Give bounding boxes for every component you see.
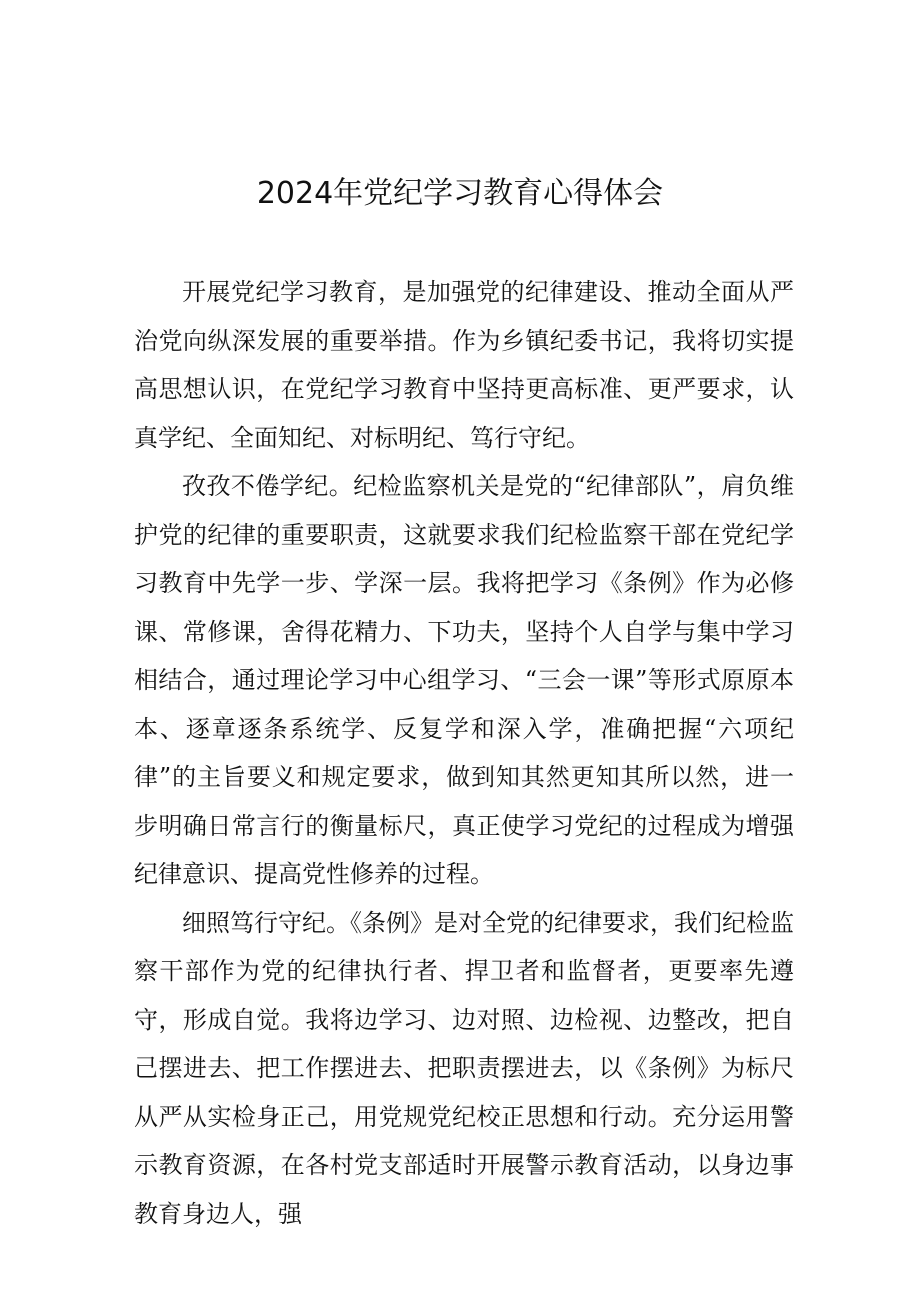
document-title: 2024年党纪学习教育心得体会 [256, 176, 664, 211]
paragraph-intro: 开展党纪学习教育，是加强党的纪律建设、推动全面从严治党向纵深发展的重要举措。作为乡镇纪委书记，我将切实提高思想认识，在党纪学习教育中坚持更高标准、更严要求，认真学纪、全面知纪、对标明纪、笃行守纪。 [134, 278, 794, 452]
document-body [134, 268, 794, 1238]
paragraph-observe-discipline: 细照笃行守纪。《条例》是对全党的纪律要求，我们纪检监察干部作为党的纪律执行者、捍卫者和监督者，更要率先遵守，形成自觉。我将边学习、边对照、边检视、边整改，把自己摆进去、把工作摆进去、把职责摆进去，以《条例》为标尺从严从实检身正己，用党规党纪校正思想和行动。充分运用警示教育资源，在各村党支部适时开展警示教育活动，以身边事教育身边人，强 [134, 908, 794, 1228]
paragraph-study-discipline: 孜孜不倦学纪。纪检监察机关是党的“纪律部队”，肩负维护党的纪律的重要职责，这就要求我们纪检监察干部在党纪学习教育中先学一步、学深一层。我将把学习《条例》作为必修课、常修课，舍得花精力、下功夫，坚持个人自学与集中学习相结合，通过理论学习中心组学习、“三会一课”等形式原原本本、逐章逐条系统学、反复学和深入学，准确把握“六项纪律”的主旨要义和规定要求，做到知其然更知其所以然，进一步明确日常言行的衡量标尺，真正使学习党纪的过程成为增强纪律意识、提高党性修养的过程。 [134, 472, 794, 888]
